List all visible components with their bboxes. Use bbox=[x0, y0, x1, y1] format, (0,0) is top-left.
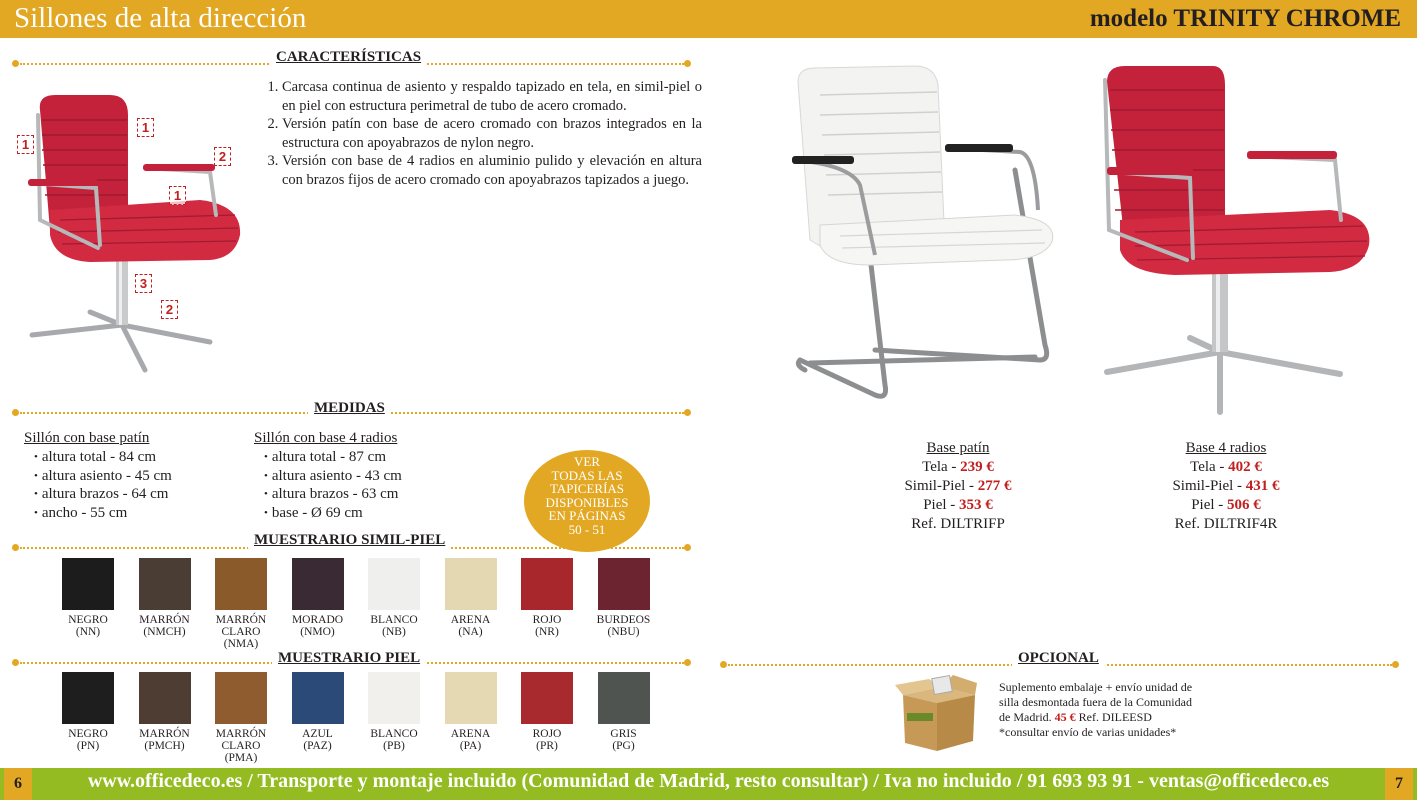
swatch-name: BLANCO bbox=[370, 614, 418, 626]
swatch-name: MARRÓN CLARO bbox=[215, 614, 267, 638]
price-label: Piel - bbox=[1191, 497, 1228, 513]
swatch-label bbox=[278, 614, 358, 638]
measure-item: • altura brazos - 63 cm bbox=[264, 486, 402, 505]
optional-line: silla desmontada fuera de la Comunidad bbox=[999, 695, 1192, 709]
swatch-nr bbox=[521, 558, 573, 610]
swatch-name: GRIS bbox=[610, 728, 637, 740]
measure-item: • altura total - 87 cm bbox=[264, 449, 402, 468]
measure-item: • altura total - 84 cm bbox=[34, 449, 172, 468]
swatch-name: MARRÓN bbox=[139, 614, 190, 626]
optional-title: OPCIONAL bbox=[1012, 650, 1105, 667]
swatch-code: (NN) bbox=[75, 626, 101, 638]
rule-dot bbox=[720, 661, 727, 668]
swatch-pn bbox=[62, 672, 114, 724]
callout-3: 3 bbox=[135, 274, 152, 293]
optional-note: *consultar envío de varias unidades* bbox=[999, 725, 1177, 739]
rule-dot bbox=[684, 659, 691, 666]
swatch-code: (PN) bbox=[76, 740, 100, 752]
swatch-code: (PMCH) bbox=[144, 740, 185, 752]
characteristic-item: 3. Versión con base de 4 radios en aluminio pulido y elevación en altura con brazos fijos de acero cromado con apoyabrazos tapizados a juego. bbox=[282, 152, 702, 189]
swatch-code: (NA) bbox=[458, 626, 483, 638]
price-label: Simil-Piel - bbox=[904, 478, 978, 494]
optional-line bbox=[999, 710, 1239, 725]
swatch-label bbox=[125, 728, 205, 752]
characteristics-list bbox=[262, 78, 702, 189]
price-radios-heading: Base 4 radios bbox=[1185, 440, 1267, 456]
price-label: Simil-Piel - bbox=[1172, 478, 1246, 494]
price-label: Piel - bbox=[923, 497, 960, 513]
swatch-label bbox=[431, 728, 511, 752]
swatch-name: AZUL bbox=[302, 728, 333, 740]
swatch-name: MARRÓN bbox=[139, 728, 190, 740]
optional-line-pre: de Madrid. bbox=[999, 710, 1055, 724]
badge-line: TAPICERÍAS bbox=[549, 481, 625, 496]
swatch-na bbox=[445, 558, 497, 610]
rule-dot bbox=[684, 60, 691, 67]
characteristic-item: 2. Versión patín con base de acero cromado con brazos integrados en la estructura con apoyabrazos de nylon negro. bbox=[282, 115, 702, 152]
price-row bbox=[858, 496, 1058, 515]
swatch-pr bbox=[521, 672, 573, 724]
rule-dot bbox=[12, 659, 19, 666]
swatch-name: MORADO bbox=[291, 614, 344, 626]
see-all-upholstery-badge bbox=[524, 450, 650, 552]
optional-description bbox=[999, 680, 1239, 740]
price-row bbox=[858, 458, 1058, 477]
swatch-pma bbox=[215, 672, 267, 724]
rule-dot bbox=[12, 409, 19, 416]
callout-1: 1 bbox=[137, 118, 154, 137]
page-number-left: 6 bbox=[4, 768, 32, 800]
measures-patin-heading: Sillón con base patín bbox=[24, 430, 150, 446]
measures-title: MEDIDAS bbox=[308, 400, 391, 417]
measure-item: • altura brazos - 64 cm bbox=[34, 486, 172, 505]
swatch-label bbox=[431, 614, 511, 638]
swatch-code: (PMA) bbox=[224, 752, 258, 764]
price-ref: Ref. DILTRIFP bbox=[911, 516, 1005, 532]
swatch-label bbox=[125, 614, 205, 638]
swatch-label bbox=[507, 614, 587, 638]
swatch-label bbox=[507, 728, 587, 752]
rule-dot bbox=[12, 544, 19, 551]
chair-base-patin-image bbox=[780, 60, 1070, 410]
swatch-name: NEGRO bbox=[68, 614, 108, 626]
price-value: 431 € bbox=[1245, 478, 1280, 494]
swatch-code: (NBU) bbox=[607, 626, 640, 638]
price-label: Tela - bbox=[1190, 459, 1229, 475]
swatch-label bbox=[354, 728, 434, 752]
chair-base-4-radios-image bbox=[1095, 60, 1385, 420]
swatch-name: BLANCO bbox=[370, 728, 418, 740]
swatch-label bbox=[201, 614, 281, 650]
page-number-right: 7 bbox=[1385, 768, 1413, 800]
price-patin bbox=[858, 439, 1058, 534]
price-value: 402 € bbox=[1228, 459, 1262, 475]
swatch-nmch bbox=[139, 558, 191, 610]
swatch-code: (NMA) bbox=[223, 638, 259, 650]
swatch-name: ROJO bbox=[532, 614, 562, 626]
swatch-label bbox=[584, 728, 664, 752]
optional-ref: Ref. DILEESD bbox=[1075, 710, 1152, 724]
callout-2: 2 bbox=[214, 147, 231, 166]
measure-item: • base - Ø 69 cm bbox=[264, 505, 402, 524]
swatch-code: (PR) bbox=[536, 740, 558, 752]
price-value: 506 € bbox=[1227, 497, 1261, 513]
callout-1: 1 bbox=[17, 135, 34, 154]
swatch-label bbox=[584, 614, 664, 638]
swatch-code: (NB) bbox=[382, 626, 406, 638]
simil-piel-title: MUESTRARIO SIMIL-PIEL bbox=[248, 532, 451, 549]
measures-radios-list bbox=[264, 449, 402, 523]
callout-1: 1 bbox=[169, 186, 186, 205]
swatch-paz bbox=[292, 672, 344, 724]
swatch-nbu bbox=[598, 558, 650, 610]
price-value: 353 € bbox=[959, 497, 993, 513]
price-row bbox=[858, 477, 1058, 496]
swatch-nb bbox=[368, 558, 420, 610]
swatch-label bbox=[201, 728, 281, 764]
price-value: 239 € bbox=[960, 459, 994, 475]
characteristic-item: 1. Carcasa continua de asiento y respaldo tapizado en tela, en simil-piel o en piel con estructura perimetral de tubo de acero cromado. bbox=[282, 78, 702, 115]
swatch-code: (NMO) bbox=[300, 626, 335, 638]
swatch-name: ARENA bbox=[450, 728, 491, 740]
swatch-pg bbox=[598, 672, 650, 724]
badge-line: VER bbox=[574, 454, 600, 469]
price-patin-heading: Base patín bbox=[926, 440, 990, 456]
price-row bbox=[1126, 477, 1326, 496]
measure-item: • altura asiento - 45 cm bbox=[34, 468, 172, 487]
model-title: modelo TRINITY CHROME bbox=[1089, 5, 1401, 32]
measure-item: • ancho - 55 cm bbox=[34, 505, 172, 524]
optional-price: 45 € bbox=[1054, 710, 1076, 724]
swatch-code: (NR) bbox=[535, 626, 559, 638]
swatch-nmo bbox=[292, 558, 344, 610]
characteristics-title: CARACTERÍSTICAS bbox=[270, 49, 427, 66]
shipping-box-icon bbox=[893, 673, 979, 753]
swatch-nma bbox=[215, 558, 267, 610]
swatch-code: (PG) bbox=[612, 740, 635, 752]
footer-text: www.officedeco.es / Transporte y montaje incluido (Comunidad de Madrid, resto consultar) / Iva no incluido / 91 693 93 91 - ventas@officedeco.es bbox=[87, 770, 1330, 792]
swatch-label bbox=[48, 614, 128, 638]
page-title: Sillones de alta dirección bbox=[14, 2, 307, 34]
badge-line: DISPONIBLES bbox=[545, 494, 629, 510]
swatch-name: ARENA bbox=[450, 614, 491, 626]
swatch-name: NEGRO bbox=[68, 728, 108, 740]
price-ref: Ref. DILTRIF4R bbox=[1174, 516, 1278, 532]
callout-2: 2 bbox=[161, 300, 178, 319]
swatch-name: MARRÓN CLARO bbox=[215, 728, 267, 752]
swatch-code: (NMCH) bbox=[143, 626, 186, 638]
rule-dot bbox=[12, 60, 19, 67]
measures-radios-heading: Sillón con base 4 radios bbox=[254, 430, 398, 446]
rule-dot bbox=[1392, 661, 1399, 668]
optional-line: Suplemento embalaje + envío unidad de bbox=[999, 680, 1193, 694]
swatch-code: (PA) bbox=[459, 740, 482, 752]
badge-line: TODAS LAS bbox=[551, 467, 623, 483]
price-label: Tela - bbox=[922, 459, 961, 475]
piel-title: MUESTRARIO PIEL bbox=[272, 650, 426, 667]
rule-dot bbox=[684, 544, 691, 551]
swatch-pb bbox=[368, 672, 420, 724]
swatch-pa bbox=[445, 672, 497, 724]
price-radios bbox=[1126, 439, 1326, 534]
swatch-pmch bbox=[139, 672, 191, 724]
swatch-code: (PAZ) bbox=[303, 740, 332, 752]
price-value: 277 € bbox=[977, 478, 1012, 494]
measures-patin-list bbox=[34, 449, 172, 523]
swatch-nn bbox=[62, 558, 114, 610]
chair-4-radios-diagram-image bbox=[10, 80, 260, 380]
price-row bbox=[1126, 496, 1326, 515]
badge-line: EN PÁGINAS bbox=[548, 508, 626, 523]
swatch-name: BURDEOS bbox=[596, 614, 651, 626]
swatch-code: (PB) bbox=[383, 740, 405, 752]
swatch-name: ROJO bbox=[532, 728, 562, 740]
swatch-label bbox=[354, 614, 434, 638]
swatch-label bbox=[278, 728, 358, 752]
measure-item: • altura asiento - 43 cm bbox=[264, 468, 402, 487]
rule-dot bbox=[684, 409, 691, 416]
badge-line: 50 - 51 bbox=[568, 521, 606, 537]
swatch-label bbox=[48, 728, 128, 752]
price-row bbox=[1126, 458, 1326, 477]
